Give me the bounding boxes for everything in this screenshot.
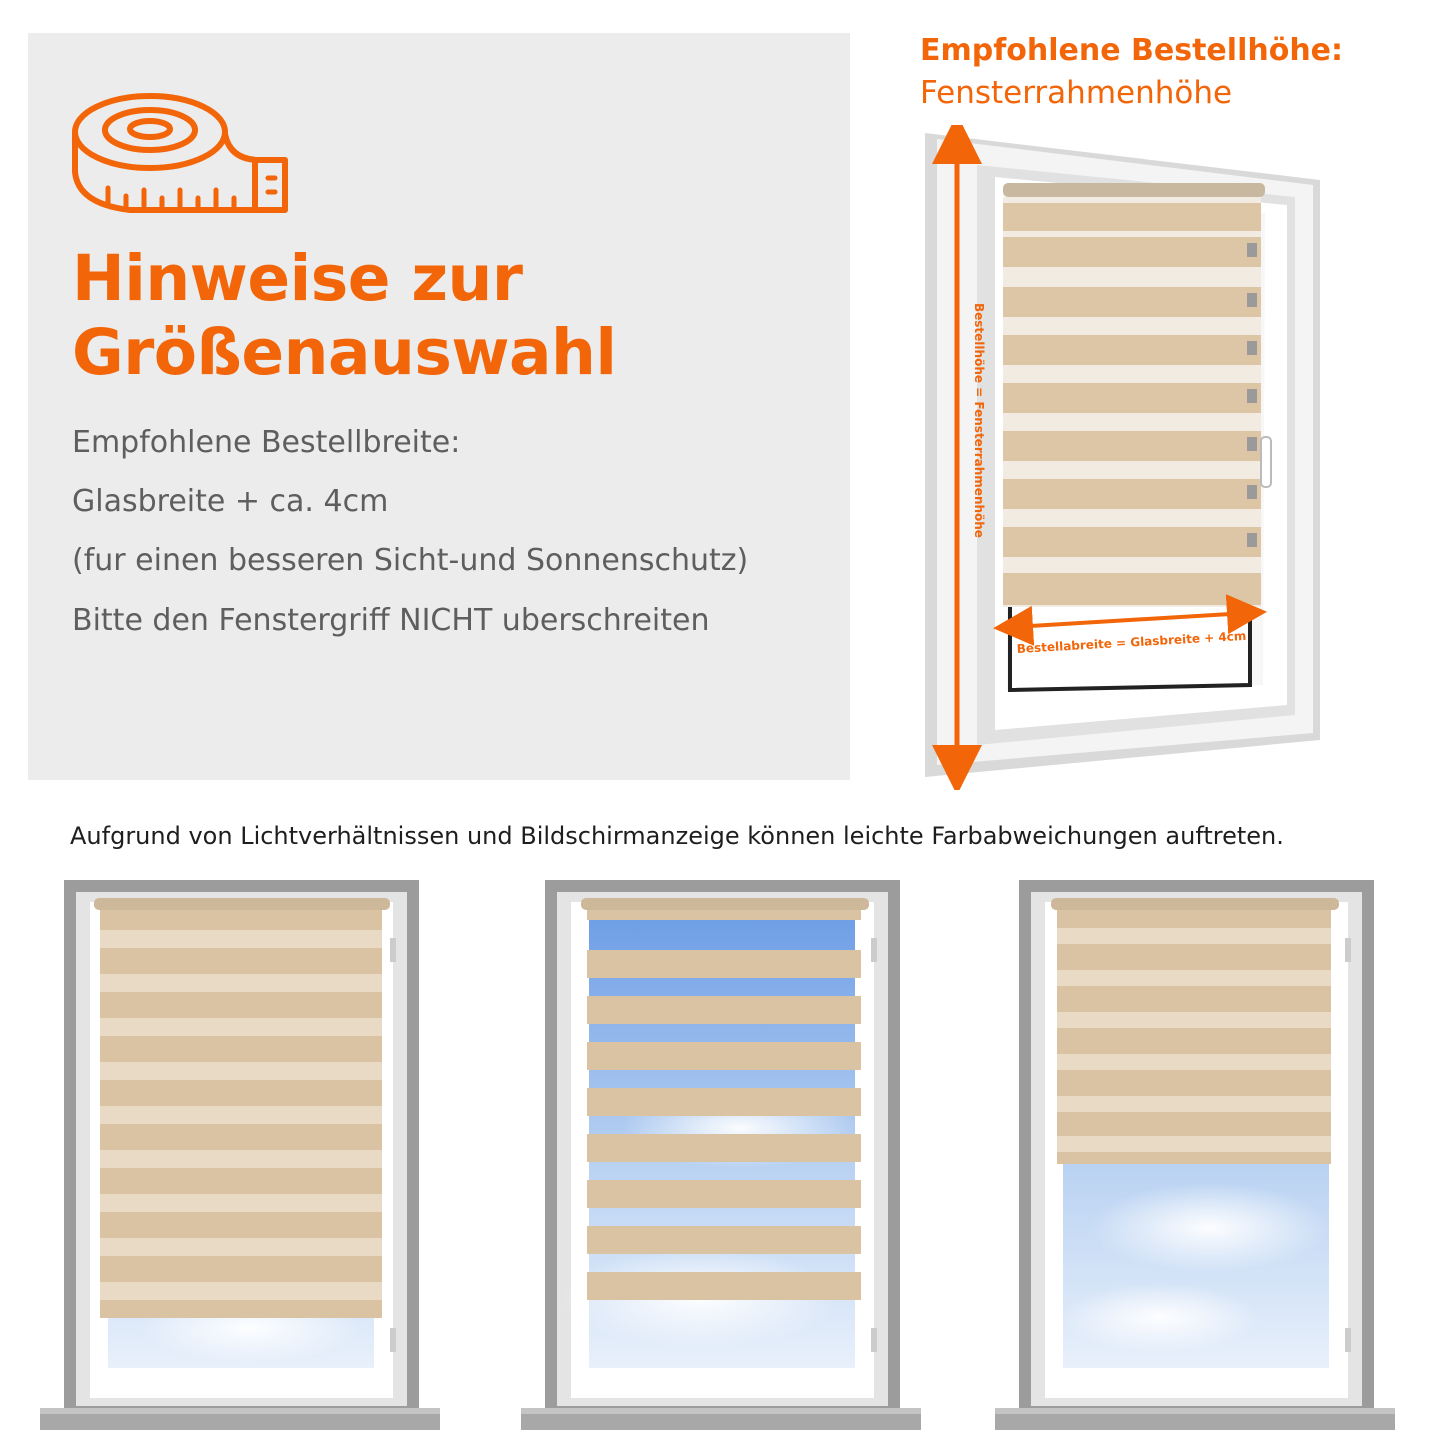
width-info-label: Empfohlene Bestellbreite: — [72, 425, 461, 460]
color-disclaimer: Aufgrund von Lichtverhältnissen und Bildschirmanzeige können leichte Farbabweichungen auftreten. — [70, 822, 1284, 850]
page-title — [72, 242, 832, 390]
example-window-1 — [40, 880, 440, 1430]
width-annotation: Bestellabreite = Glasbreite + 4cm — [1016, 628, 1247, 656]
width-info-formula: Glasbreite + ca. 4cm — [72, 484, 389, 519]
blind-examples — [40, 878, 1405, 1433]
window-handle — [1261, 437, 1271, 487]
example-window-2 — [521, 880, 921, 1430]
width-info-warning: Bitte den Fenstergriff NICHT uberschreiten — [72, 603, 710, 638]
measuring-tape-icon — [70, 92, 292, 214]
height-info-value: Fensterrahmenhöhe — [920, 75, 1233, 111]
height-info-label: Empfohlene Bestellhöhe: — [920, 33, 1344, 68]
width-info-reason: (fur einen besseren Sicht-und Sonnenschutz) — [72, 543, 749, 578]
title-line-2: Größenauswahl — [72, 316, 617, 389]
window-diagram — [915, 125, 1335, 790]
title-line-1: Hinweise zur — [72, 242, 523, 315]
diagram-blind — [1003, 183, 1265, 607]
example-window-3 — [995, 880, 1395, 1430]
height-annotation: Bestellhöhe = Fensterrahmenhöhe — [972, 303, 986, 538]
